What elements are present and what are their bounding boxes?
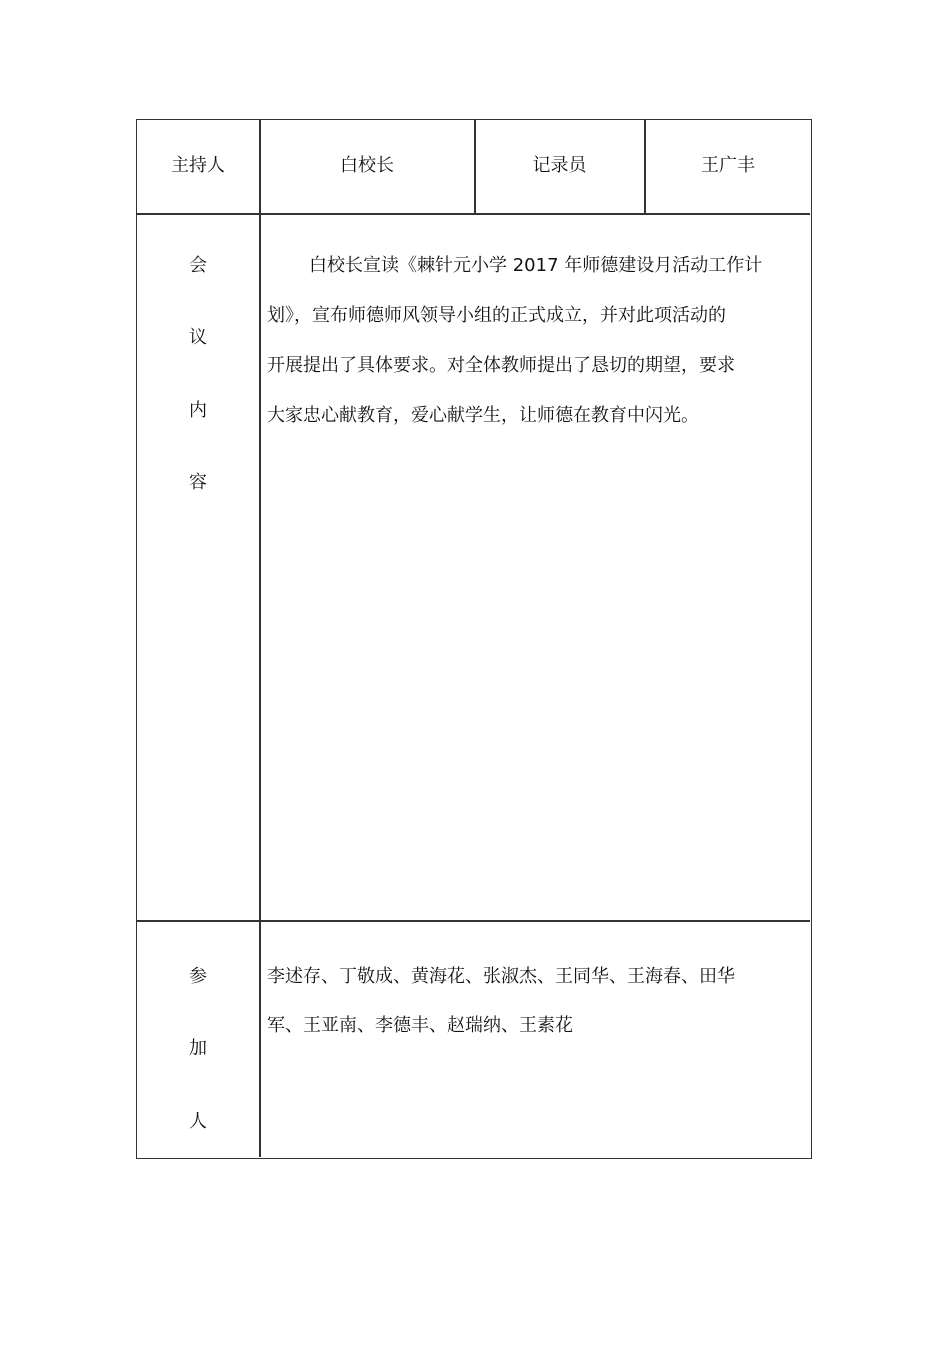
content-label-char: 容 [189,472,207,493]
host-value: 白校长 [340,155,394,176]
content-label-char: 内 [189,400,207,421]
content-label-char: 议 [189,327,207,348]
column-divider-label [259,120,261,1157]
participants-label-char: 人 [189,1111,207,1132]
host-label: 主持人 [171,155,225,176]
participants-line: 军、王亚南、李德丰、赵瑞纳、王素花 [267,1015,573,1036]
participants-section-label [137,120,259,1157]
content-line: 划》，宣布师德师风领导小组的正式成立，并对此项活动的 [267,305,726,326]
participants-label-char: 加 [189,1038,207,1059]
recorder-value: 王广丰 [701,155,755,176]
content-label-char: 会 [189,255,207,276]
participants-line: 李述存、丁敬成、黄海花、张淑杰、王同华、王海春、田华 [267,966,735,987]
meeting-record-table [136,119,812,1159]
content-line: 白校长宣读《棘针元小学 2017 年师德建设月活动工作计 [309,255,763,276]
participants-label-char: 参 [189,966,207,987]
content-line: 开展提出了具体要求。对全体教师提出了恳切的期望，要求 [267,355,735,376]
recorder-label: 记录员 [532,155,587,176]
content-line: 大家忠心献教育，爱心献学生，让师德在教育中闪光。 [267,405,699,426]
